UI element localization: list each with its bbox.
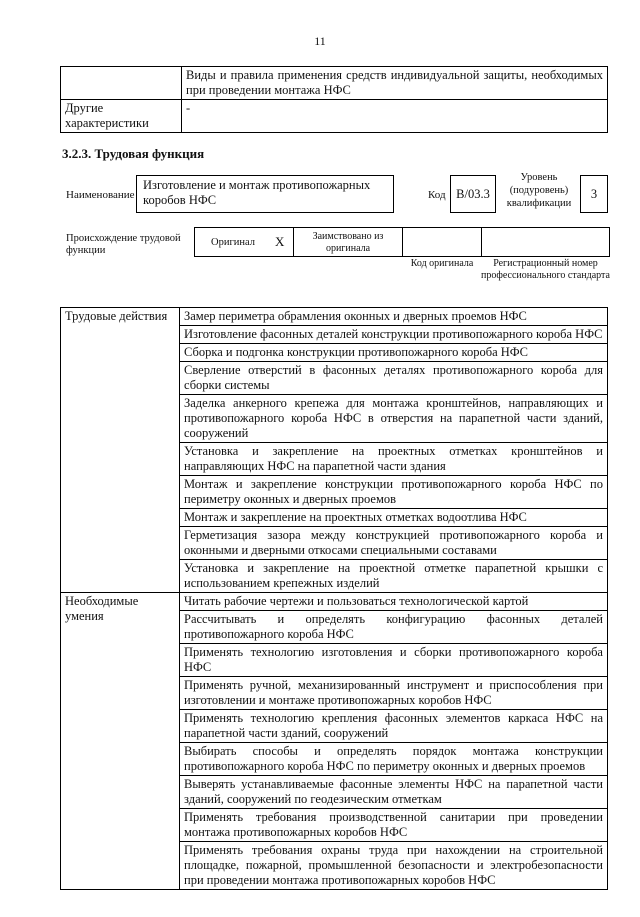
- other-characteristics-label: Другие характеристики: [61, 100, 182, 133]
- table-row: [61, 67, 608, 100]
- labor-action-item: Установка и закрепление на проектных отметках кронштейнов и направляющих НФС на парапетной части здания: [180, 443, 608, 476]
- labor-action-item: Монтаж и закрепление на проектных отметках водоотлива НФС: [180, 509, 608, 527]
- original-cell: [194, 227, 294, 257]
- knowledge-item: Виды и правила применения средств индивидуальной защиты, необходимых при проведении монтажа НФС: [182, 67, 608, 100]
- name-value: Изготовление и монтаж противопожарных коробов НФС: [136, 175, 394, 213]
- table-row: [61, 308, 608, 326]
- reg-number-cell: [481, 227, 610, 257]
- level-label: Уровень (подуровень) квалификации: [506, 172, 572, 209]
- required-skill-item: Рассчитывать и определять конфигурацию фасонных деталей противопожарного короба НФС: [180, 611, 608, 644]
- page-number: 11: [314, 34, 326, 48]
- original-label: Оригинал: [211, 237, 255, 248]
- required-skill-item: Читать рабочие чертежи и пользоваться технологической картой: [180, 593, 608, 611]
- labor-action-item: Сверление отверстий в фасонных деталях противопожарного короба для сборки системы: [180, 362, 608, 395]
- required-skill-item: Применять ручной, механизированный инструмент и приспособления при изготовлении и монтаже противопожарных коробов НФС: [180, 677, 608, 710]
- labor-action-item: Установка и закрепление на проектной отметке парапетной крышки с использованием крепежных изделий: [180, 560, 608, 593]
- origin-label: Происхождение трудовой функции: [66, 233, 181, 256]
- name-label: Наименование: [66, 189, 135, 201]
- level-value: 3: [580, 175, 608, 213]
- code-original-cell: [402, 227, 482, 257]
- labor-action-item: Заделка анкерного крепежа для монтажа кронштейнов, направляющих и противопожарного короба НФС в отверстия на парапетной части зданий, сооружений: [180, 395, 608, 443]
- labor-action-item: Герметизация зазора между конструкцией противопожарного короба и оконными и дверными откосами специальными составами: [180, 527, 608, 560]
- code-label: Код: [428, 189, 446, 201]
- borrowed-cell: Заимствовано из оригинала: [293, 227, 403, 257]
- labor-action-item: Сборка и подгонка конструкции противопожарного короба НФС: [180, 344, 608, 362]
- other-characteristics-value: -: [182, 100, 608, 133]
- required-skill-item: Применять требования охраны труда при нахождении на строительной площадке, пожарной, промышленной безопасности и электробезопасности при проведении монтажа противопожарных коробов НФС: [180, 842, 608, 890]
- required-skill-item: Выбирать способы и определять порядок монтажа конструкции противопожарного короба НФС по периметру оконных и дверных проемов: [180, 743, 608, 776]
- code-original-label: Код оригинала: [410, 258, 474, 269]
- table-row: [61, 593, 608, 611]
- required-skill-item: Выверять устанавливаемые фасонные элементы НФС на парапетной части зданий, сооружений по геодезическим отметкам: [180, 776, 608, 809]
- original-mark: X: [275, 234, 285, 249]
- labor-action-item: Замер периметра обрамления оконных и дверных проемов НФС: [180, 308, 608, 326]
- function-table: [60, 307, 608, 890]
- knowledge-table-continuation: [60, 66, 608, 133]
- code-value: B/03.3: [450, 175, 496, 213]
- required-skill-item: Применять требования производственной санитарии при проведении монтажа противопожарных коробов НФС: [180, 809, 608, 842]
- section-title: 3.2.3. Трудовая функция: [62, 146, 205, 161]
- function-name-block: [62, 172, 610, 213]
- labor-action-label: Трудовые действия: [61, 308, 180, 593]
- table-row: [61, 100, 608, 133]
- labor-action-item: Монтаж и закрепление конструкции противопожарного короба НФС по периметру оконных и дверных проемов: [180, 476, 608, 509]
- required-skill-item: Применять технологию изготовления и сборки противопожарного короба НФС: [180, 644, 608, 677]
- origin-block: [62, 227, 610, 295]
- required-skill-item: Применять технологию крепления фасонных элементов каркаса НФС на парапетной части зданий, сооружений: [180, 710, 608, 743]
- required-skill-label: Необходимые умения: [61, 593, 180, 890]
- labor-action-item: Изготовление фасонных деталей конструкции противопожарного короба НФС: [180, 326, 608, 344]
- reg-number-label: Регистрационный номер профессионального стандарта: [481, 258, 610, 281]
- empty-label-cell: [61, 67, 182, 100]
